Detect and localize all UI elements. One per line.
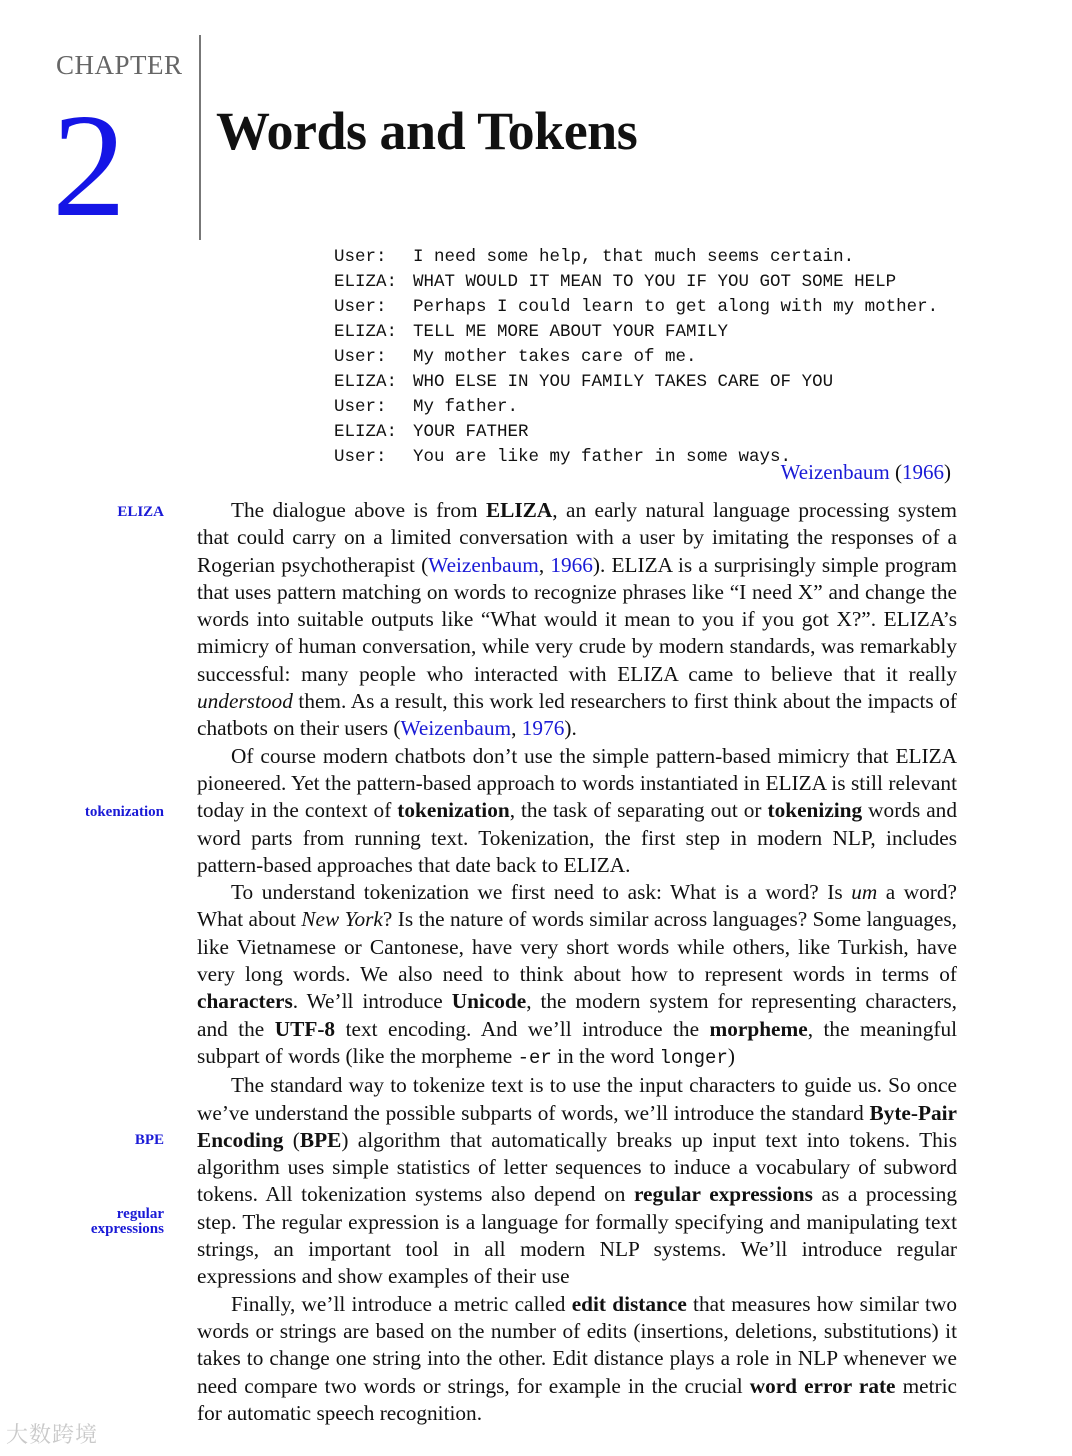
chapter-label: CHAPTER [56, 50, 183, 80]
paragraph-2: Of course modern chatbots don’t use the simple pattern-based mimicry that ELIZA pioneered. Yet the pattern-based approach to words instantiated in ELIZA is still relevant today in the context of tokenization, the task of separating out or tokenizing words and word parts from running text. Tokenization, the first step in modern NLP, includes pattern-based approaches that date back to ELIZA. [197, 743, 957, 877]
citation-link-author[interactable]: Weizenbaum [780, 460, 890, 484]
term-characters: characters [197, 989, 293, 1014]
term-eliza: ELIZA [485, 498, 553, 522]
citation-link[interactable]: 1976 [521, 716, 565, 741]
dialogue-text: WHAT WOULD IT MEAN TO YOU IF YOU GOT SOME HELP [413, 272, 897, 292]
paragraph-4: The standard way to tokenize text is to use the input characters to guide us. So once we’ve understand the possible subparts of words, we’ll introduce the standard Byte-Pair Encoding (BPE) algorithm that automatically breaks up input text into tokens. This algorithm uses simple statistics of letter sequences to induce a vocabulary of subword tokens. All tokenization systems also depend on regular expressions as a processing step. The regular expression is a language for formally specifying and manipulating text strings, an important tool in all modern NLP systems. We’ll introduce regular expressions and show examples of their use [197, 1073, 957, 1289]
dialogue-text: Perhaps I could learn to get along with my mother. [413, 297, 939, 317]
dialogue-text: I need some help, that much seems certain. [413, 247, 855, 267]
dialogue-speaker: ELIZA: [334, 322, 398, 342]
code-er: -er [517, 1046, 552, 1069]
term-utf8: UTF-8 [274, 1016, 336, 1041]
dialogue-line [334, 345, 938, 370]
dialogue-speaker: User: [334, 347, 387, 367]
citation-link[interactable]: Weizenbaum [400, 716, 512, 741]
margin-note-regular-expressions [91, 1207, 164, 1237]
margin-note-tokenization: tokenization [84, 804, 164, 820]
term-tokenizing: tokenizing [767, 798, 863, 823]
dialogue-line [334, 245, 938, 270]
dialogue-text: My father. [413, 397, 519, 417]
dialogue-line [334, 370, 938, 395]
code-longer: longer [659, 1046, 728, 1069]
dialogue-speaker: ELIZA: [334, 272, 398, 292]
body-text [197, 497, 957, 1427]
dialogue-text: My mother takes care of me. [413, 347, 697, 367]
citation-link-year[interactable]: 1966 [902, 460, 944, 484]
term-morpheme: morpheme [709, 1016, 808, 1041]
dialogue-speaker: User: [334, 247, 387, 267]
chapter-title: Words and Tokens [216, 101, 638, 161]
term-bpe: BPE [299, 1127, 342, 1152]
dialogue-text: You are like my father in some ways. [413, 447, 792, 467]
dialogue-text: YOUR FATHER [413, 422, 529, 442]
dialogue-line [334, 270, 938, 295]
dialogue-text: TELL ME MORE ABOUT YOUR FAMILY [413, 322, 729, 342]
term-unicode: Unicode [451, 989, 527, 1014]
paragraph-3: To understand tokenization we first need to ask: What is a word? Is um a word? What about New York? Is the nature of words similar across languages? Some languages, like Vietnamese or Cantonese, have very short words while others, like Turkish, have very long words. We also need to think about how to represent words in terms of characters. We’ll introduce Unicode, the modern system for representing characters, and the UTF-8 text encoding. And we’ll introduce the morpheme, the meaningful subpart of words (like the morpheme -er in the word longer) [197, 880, 958, 1069]
paragraph-5: Finally, we’ll introduce a metric called edit distance that measures how similar two words or strings are based on the number of edits (insertions, deletions, substitutions) it takes to change one string into the other. Edit distance plays a role in NLP whenever we need compare two words or strings, for example in the crucial word error rate metric for automatic speech recognition. [197, 1291, 958, 1425]
term-regular-expressions: regular expressions [633, 1182, 813, 1207]
dialogue-line [334, 420, 938, 445]
citation-link[interactable]: Weizenbaum [428, 552, 539, 577]
dialogue-speaker: ELIZA: [334, 422, 398, 442]
citation-link[interactable]: 1966 [550, 552, 593, 577]
dialogue-speaker: User: [334, 447, 387, 467]
term-byte-pair-encoding: Byte-Pair Encoding [197, 1100, 957, 1152]
dialogue-line [334, 395, 938, 420]
margin-note-line: expressions [90, 1221, 164, 1237]
margin-note-bpe: BPE [134, 1132, 164, 1148]
dialogue-line [334, 295, 938, 320]
emphasis-um: um [851, 880, 878, 905]
margin-note-line: regular [116, 1206, 164, 1222]
term-word-error-rate: word error rate [749, 1373, 896, 1398]
dialogue-speaker: User: [334, 397, 387, 417]
term-tokenization: tokenization [397, 798, 510, 823]
epigraph-dialogue [334, 245, 938, 470]
dialogue-speaker: User: [334, 297, 387, 317]
paragraph-1: The dialogue above is from ELIZA, an early natural language processing system that could carry on a limited conversation with a user by imitating the responses of a Rogerian psychotherapist (Weizenbaum, 1966). ELIZA is a surprisingly simple program that uses pattern matching on words to recognize phrases like “I need X” and change the words into suitable outputs like “What would it mean to you if you got X?”. ELIZA’s mimicry of human conversation, while very crude by modern standards, was remarkably successful: many people who interacted with ELIZA came to believe that it really understood them. As a result, this work led researchers to first think about the impacts of chatbots on their users (Weizenbaum, 1976). [197, 498, 957, 741]
chapter-number: 2 [52, 84, 126, 248]
term-edit-distance: edit distance [571, 1291, 687, 1316]
emphasis-new-york: New York [301, 907, 383, 932]
watermark: 大数跨境 [6, 1423, 99, 1448]
dialogue-speaker: ELIZA: [334, 372, 398, 392]
chapter-divider [199, 35, 201, 240]
epigraph-citation: Weizenbaum (1966) [780, 460, 951, 484]
dialogue-line [334, 320, 938, 345]
emphasis-understood: understood [197, 689, 293, 714]
margin-note-eliza: ELIZA [117, 504, 164, 520]
dialogue-text: WHO ELSE IN YOU FAMILY TAKES CARE OF YOU [413, 372, 834, 392]
